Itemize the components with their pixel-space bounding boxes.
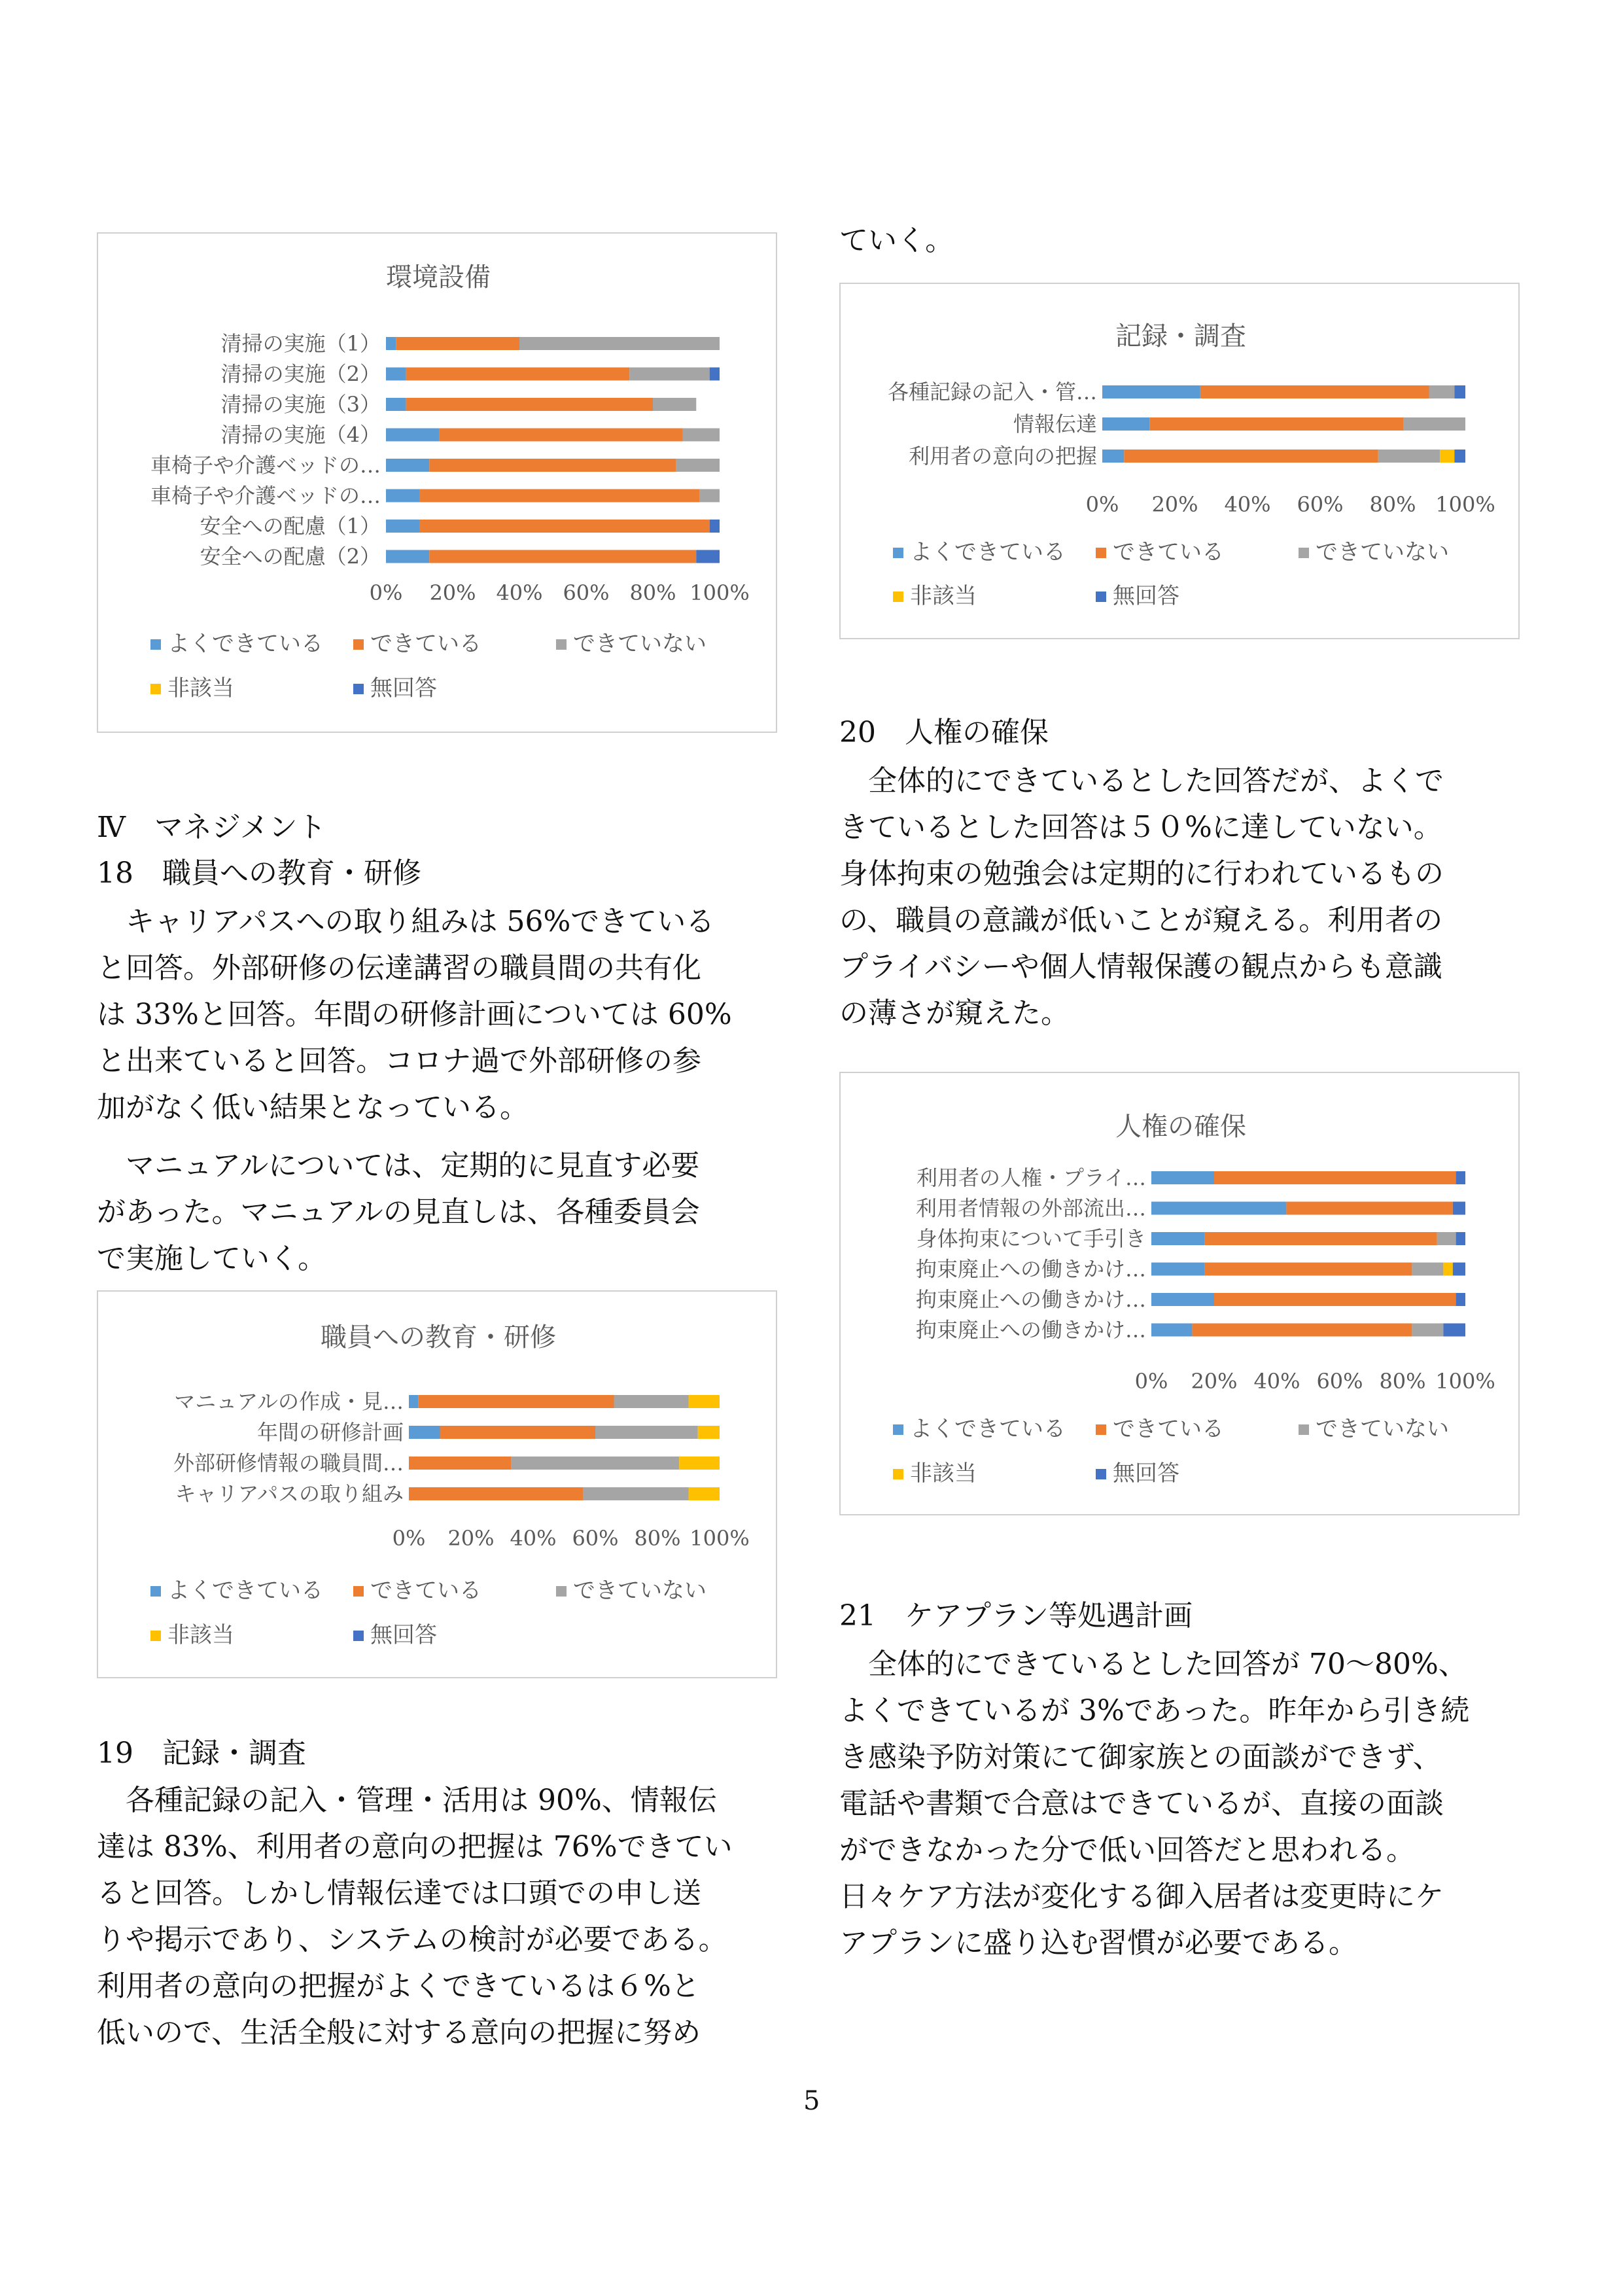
x-tick-label: 40% (510, 1526, 557, 1551)
bar-segment (440, 429, 683, 442)
item21-line-1: 全体的にできているとした回答が 70～80%、 (839, 1648, 1467, 1681)
bar-segment (1440, 450, 1454, 463)
item19-line-2: 達は 83%、利用者の意向の把握は 76%できてい (97, 1830, 733, 1863)
bar-segment (1378, 450, 1440, 463)
bar-segment (689, 1395, 720, 1408)
bar-segment (1214, 1171, 1456, 1184)
item19-line-4: りや掲示であり、システムの検討が必要である。 (97, 1923, 727, 1956)
item18-paragraph-2 (97, 1142, 777, 1282)
bar-segment (396, 337, 519, 350)
category-label: 利用者情報の外部流出… (915, 1195, 1146, 1221)
item18-p2-line-2: があった。マニュアルの見直しは、各種委員会 (97, 1195, 700, 1229)
item21-line-3: き感染予防対策にて御家族との面談ができず、 (839, 1740, 1442, 1774)
x-tick-label: 60% (1316, 1369, 1363, 1394)
item19-line-6: 低いので、生活全般に対する意向の把握に努め (97, 2016, 701, 2049)
item20-line-3: 身体拘束の勉強会は定期的に行われているもの (839, 857, 1444, 891)
bar-segment (429, 459, 676, 472)
bar-segment (1412, 1324, 1443, 1337)
item21-paragraph (839, 1641, 1520, 1966)
bar-segment (386, 489, 419, 503)
page-number: 5 (803, 2086, 820, 2116)
bar-segment (679, 1457, 720, 1470)
item19-continuation: ていく。 (839, 224, 954, 257)
x-tick-label: 60% (563, 580, 610, 605)
legend-label: 無回答 (370, 1622, 437, 1648)
chart-kyoiku-svg (98, 1292, 778, 1680)
category-label: 安全への配慮（2） (200, 544, 381, 569)
bar-segment (1429, 385, 1455, 398)
category-label: マニュアルの作成・見… (174, 1389, 404, 1414)
bar-segment (1214, 1293, 1456, 1306)
legend-label: よくできている (910, 1416, 1066, 1442)
bar-segment (409, 1395, 418, 1408)
bar-segment (689, 1487, 720, 1500)
item18-p1-line-5: 加がなく低い結果となっている。 (97, 1091, 529, 1124)
chart-kankyo-setsubi (97, 232, 777, 733)
legend-swatch (893, 592, 903, 602)
legend-swatch (893, 1469, 903, 1479)
bar-segment (583, 1487, 689, 1500)
legend-label: できている (1113, 539, 1224, 565)
item18-heading: 18 職員への教育・研修 (97, 857, 421, 890)
legend-label: できていない (1316, 539, 1449, 565)
bar-segment (1404, 417, 1465, 431)
bar-segment (1151, 1171, 1214, 1184)
bar-segment (386, 368, 406, 381)
x-tick-label: 100% (1435, 492, 1495, 517)
x-tick-label: 0% (1134, 1369, 1168, 1394)
bar-segment (419, 520, 710, 533)
legend-swatch (150, 1631, 161, 1641)
item19-heading: 19 記録・調査 (97, 1737, 306, 1770)
category-label: 車椅子や介護ベッドの… (150, 483, 381, 508)
legend-label: 非該当 (910, 1460, 977, 1487)
item19-line-3: ると回答。しかし情報伝達では口頭での申し送 (97, 1877, 701, 1910)
bar-segment (653, 398, 696, 411)
x-tick-label: 20% (1191, 1369, 1238, 1394)
legend-swatch (353, 639, 364, 650)
bar-segment (1443, 1263, 1452, 1276)
legend-label: できている (370, 631, 481, 657)
item20-line-1: 全体的にできているとした回答だが、よくで (839, 764, 1444, 798)
bar-segment (614, 1395, 689, 1408)
legend-label: できていない (573, 1578, 707, 1604)
category-label: 年間の研修計画 (256, 1420, 404, 1445)
chart-jinken-svg (841, 1073, 1521, 1517)
bar-segment (386, 459, 429, 472)
legend-label: できている (370, 1578, 481, 1604)
chart-kyoiku-kenshu (97, 1290, 777, 1678)
category-label: 利用者の意向の把握 (908, 444, 1097, 468)
category-label: 情報伝達 (1013, 412, 1097, 436)
bar-segment (1102, 450, 1124, 463)
bar-segment (683, 429, 720, 442)
bar-segment (386, 337, 396, 350)
x-tick-label: 60% (1297, 492, 1344, 517)
category-label: 拘束廃止への働きかけ… (915, 1317, 1146, 1343)
bar-segment (386, 398, 406, 411)
bar-segment (1286, 1202, 1452, 1215)
x-tick-label: 0% (392, 1526, 426, 1551)
bar-segment (419, 489, 699, 503)
x-tick-label: 40% (1253, 1369, 1300, 1394)
bar-segment (406, 368, 630, 381)
x-tick-label: 80% (634, 1526, 681, 1551)
item20-paragraph (839, 758, 1520, 1036)
item18-p1-line-3: は 33%と回答。年間の研修計画については 60% (97, 998, 732, 1031)
legend-swatch (1096, 548, 1106, 558)
item20-line-2: きているとした回答は５０%に達していない。 (839, 811, 1442, 844)
bar-segment (440, 1426, 596, 1439)
x-tick-label: 100% (689, 580, 750, 605)
legend-label: できている (1113, 1416, 1224, 1442)
legend-swatch (150, 1586, 161, 1597)
bar-segment (1456, 1171, 1465, 1184)
category-label: 車椅子や介護ベッドの… (150, 453, 381, 478)
legend-swatch (1096, 592, 1106, 602)
category-label: 身体拘束について手引き (916, 1226, 1146, 1251)
category-label: 清掃の実施（4） (220, 422, 381, 448)
bar-segment (1149, 417, 1403, 431)
item18-p1-line-1: キャリアパスへの取り組みは 56%できている (97, 905, 715, 938)
legend-swatch (1096, 1424, 1106, 1435)
legend-swatch (353, 1631, 364, 1641)
item18-p1-line-4: と出来ていると回答。コロナ過で外部研修の参 (97, 1044, 701, 1078)
legend-label: できていない (573, 631, 707, 657)
legend-swatch (1299, 548, 1309, 558)
legend-label: 無回答 (370, 675, 437, 701)
bar-segment (1200, 385, 1429, 398)
bar-segment (1192, 1324, 1412, 1337)
bar-segment (429, 550, 696, 563)
chart-title: 記録・調査 (1115, 321, 1246, 351)
bar-segment (1437, 1232, 1456, 1245)
x-tick-label: 40% (1224, 492, 1271, 517)
item18-p2-line-1: マニュアルについては、定期的に見直す必要 (97, 1149, 700, 1182)
item21-line-2: よくできているが 3%であった。昨年から引き続 (839, 1694, 1470, 1727)
bar-segment (386, 550, 429, 563)
bar-segment (1454, 385, 1465, 398)
legend-swatch (1299, 1424, 1309, 1435)
bar-segment (1412, 1263, 1443, 1276)
item21-line-7: アプランに盛り込む習慣が必要である。 (839, 1926, 1357, 1960)
bar-segment (1454, 450, 1465, 463)
x-tick-label: 20% (447, 1526, 495, 1551)
category-label: 清掃の実施（2） (220, 361, 381, 387)
bar-segment (676, 459, 720, 472)
bar-segment (696, 550, 720, 563)
bar-segment (406, 398, 653, 411)
item20-line-4: の、職員の意識が低いことが窺える。利用者の (839, 904, 1443, 937)
legend-swatch (556, 1586, 567, 1597)
chart-kiroku-svg (841, 284, 1521, 641)
category-label: 清掃の実施（3） (220, 392, 381, 417)
chart-kiroku-chosa (839, 283, 1520, 639)
legend-swatch (353, 1586, 364, 1597)
legend-swatch (353, 684, 364, 694)
x-tick-label: 40% (496, 580, 543, 605)
item19-paragraph (97, 1777, 777, 2056)
bar-segment (1453, 1263, 1465, 1276)
category-label: 利用者の人権・プライ… (916, 1165, 1146, 1190)
legend-label: 非該当 (167, 1622, 234, 1648)
category-label: キャリアパスの取り組み (175, 1481, 404, 1506)
bar-segment (699, 489, 720, 503)
legend-swatch (893, 548, 903, 558)
item20-line-6: の薄さが窺えた。 (839, 997, 1070, 1030)
bar-segment (1102, 417, 1149, 431)
bar-segment (1151, 1293, 1214, 1306)
bar-segment (1205, 1232, 1437, 1245)
category-label: 拘束廃止への働きかけ… (915, 1287, 1146, 1312)
item18-paragraph-1 (97, 898, 777, 1131)
bar-segment (409, 1457, 512, 1470)
item18-p1-line-2: と回答。外部研修の伝達講習の職員間の共有化 (97, 951, 701, 985)
bar-segment (629, 368, 709, 381)
x-tick-label: 0% (1085, 492, 1119, 517)
x-tick-label: 80% (1379, 1369, 1426, 1394)
category-label: 拘束廃止への働きかけ… (915, 1256, 1146, 1282)
bar-segment (386, 429, 440, 442)
x-tick-label: 0% (369, 580, 403, 605)
legend-label: できていない (1316, 1416, 1449, 1442)
chart-title: 環境設備 (386, 262, 491, 292)
bar-segment (1151, 1263, 1205, 1276)
bar-segment (519, 337, 720, 350)
legend-label: 無回答 (1113, 1460, 1179, 1487)
bar-segment (1456, 1293, 1465, 1306)
bar-segment (386, 520, 419, 533)
legend-label: 非該当 (910, 583, 977, 609)
bar-segment (1453, 1202, 1465, 1215)
item20-heading: 20 人権の確保 (839, 716, 1049, 749)
legend-label: 無回答 (1113, 583, 1179, 609)
chart-title: 職員への教育・研修 (321, 1322, 556, 1352)
item21-heading: 21 ケアプラン等処遇計画 (839, 1599, 1193, 1633)
legend-swatch (150, 684, 161, 694)
bar-segment (698, 1426, 720, 1439)
x-tick-label: 80% (629, 580, 676, 605)
legend-swatch (556, 639, 567, 650)
x-tick-label: 60% (572, 1526, 619, 1551)
legend-label: よくできている (910, 539, 1066, 565)
legend-swatch (1096, 1469, 1106, 1479)
bar-segment (418, 1395, 614, 1408)
bar-segment (1151, 1232, 1205, 1245)
bar-segment (710, 520, 720, 533)
legend-label: 非該当 (167, 675, 234, 701)
category-label: 清掃の実施（1） (220, 331, 381, 356)
item19-line-1: 各種記録の記入・管理・活用は 90%、情報伝 (97, 1784, 717, 1817)
x-tick-label: 80% (1369, 492, 1416, 517)
bar-segment (409, 1426, 440, 1439)
bar-segment (1456, 1232, 1465, 1245)
chart-title: 人権の確保 (1115, 1112, 1246, 1142)
bar-segment (1151, 1202, 1286, 1215)
item18-p2-line-3: で実施していく。 (97, 1242, 327, 1275)
category-label: 各種記録の記入・管… (887, 380, 1097, 404)
chart-kankyo-svg (98, 234, 778, 734)
bar-segment (1205, 1263, 1412, 1276)
item19-line-5: 利用者の意向の把握がよくできているは６%と (97, 1969, 700, 2003)
bar-segment (1151, 1324, 1192, 1337)
item20-line-5: プライバシーや個人情報保護の観点からも意識 (839, 950, 1442, 983)
x-tick-label: 100% (1435, 1369, 1495, 1394)
bar-segment (1102, 385, 1200, 398)
section-heading-management: Ⅳ マネジメント (97, 811, 326, 844)
bar-segment (710, 368, 720, 381)
chart-jinken-kakuho (839, 1072, 1520, 1515)
category-label: 安全への配慮（1） (200, 514, 381, 539)
bar-segment (595, 1426, 698, 1439)
legend-label: よくできている (167, 1578, 323, 1604)
item21-line-5: ができなかった分で低い回答だと思われる。 (839, 1833, 1415, 1867)
x-tick-label: 20% (429, 580, 476, 605)
item21-line-6: 日々ケア方法が変化する御入居者は変更時にケ (839, 1880, 1444, 1913)
item21-line-4: 電話や書類で合意はできているが、直接の面談 (839, 1787, 1444, 1820)
bar-segment (1124, 450, 1378, 463)
bar-segment (409, 1487, 583, 1500)
bar-segment (512, 1457, 680, 1470)
legend-label: よくできている (167, 631, 323, 657)
x-tick-label: 20% (1151, 492, 1198, 517)
legend-swatch (150, 639, 161, 650)
bar-segment (1443, 1324, 1465, 1337)
category-label: 外部研修情報の職員間… (173, 1451, 404, 1475)
x-tick-label: 100% (689, 1526, 750, 1551)
legend-swatch (893, 1424, 903, 1435)
